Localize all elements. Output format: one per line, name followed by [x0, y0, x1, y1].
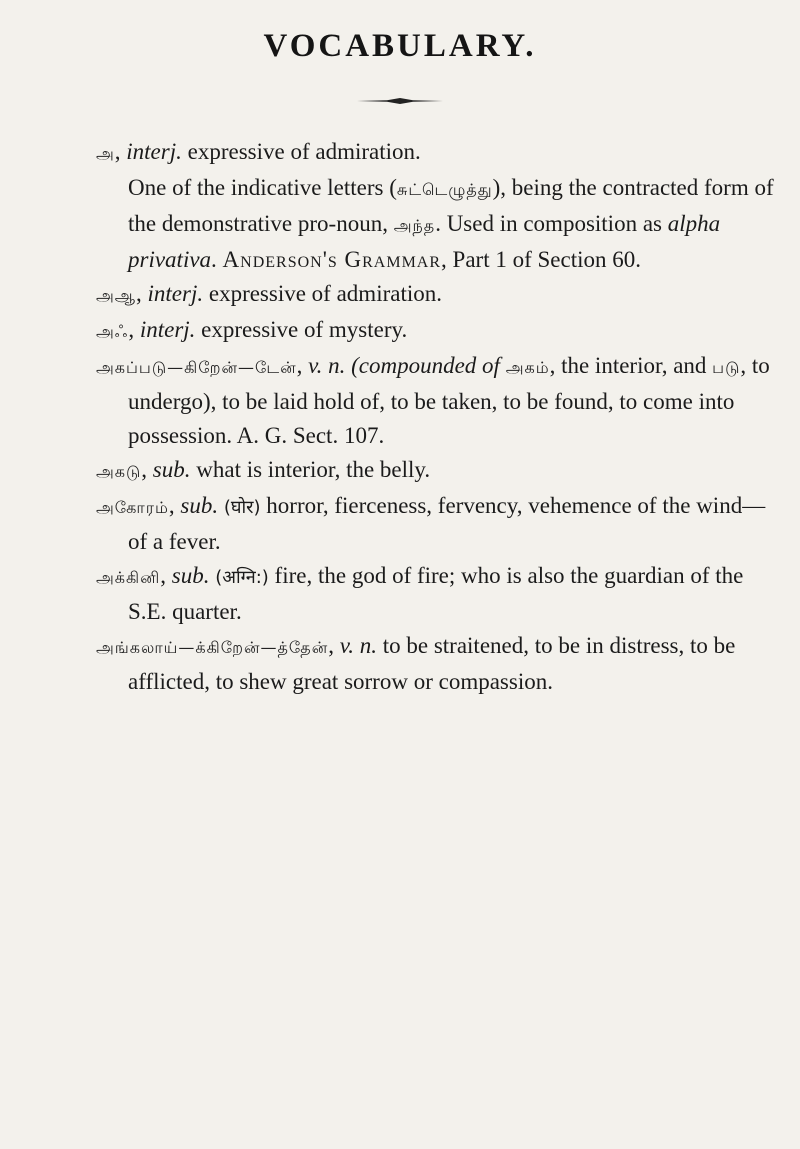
definition: expressive of mystery. — [195, 317, 408, 342]
entry-angalay: அங்கலாய்—க்கிறேன்—த்தேன், v. n. to be straitened, to be in distress, to be afflicted, to shew great sorrow or compassion. — [96, 633, 736, 694]
tamil-term: படு — [712, 358, 741, 377]
definition-text: . — [211, 247, 217, 272]
entry-akadu: அகடு, sub. what is interior, the belly. — [96, 457, 431, 482]
reference-tail: , Part 1 of Section 60. — [441, 247, 641, 272]
entry-a-continuation — [96, 171, 776, 277]
entry-akkini: அக்கினி, sub. (अग्नि:) fire, the god of fire; who is also the guardian of the S.E. quarter. — [96, 563, 744, 624]
latin-term: alpha privativa — [128, 211, 721, 272]
reference-name: Anderson's Grammar — [222, 247, 442, 272]
part-of-speech: sub. — [152, 457, 191, 482]
entry-akoram: அகோரம், sub. (घोर) horror, fierceness, fervency, vehemence of the wind—of a fever. — [96, 493, 766, 554]
entry-ak: அஃ, interj. expressive of mystery. — [96, 317, 408, 342]
definition: horror, fierceness, fervency, vehemence of the wind—of a fever. — [128, 493, 766, 554]
etymology-label: (compounded of — [351, 353, 506, 378]
tamil-term: சுட்டெழுத்து — [396, 180, 493, 199]
definition: , to undergo), to be laid hold of, to be taken, to be found, to come into possession. A. G. Sect. 107. — [128, 353, 770, 448]
headword: அஆ — [96, 286, 137, 305]
headword: அ — [96, 144, 115, 163]
entry-a: அ, interj. expressive of admiration. — [96, 139, 421, 164]
headword: அகோரம் — [96, 498, 169, 517]
vocabulary-entries — [96, 135, 776, 699]
part-of-speech: interj. — [147, 281, 204, 306]
part-of-speech: sub. — [180, 493, 219, 518]
part-of-speech: v. n. — [308, 353, 346, 378]
page-title: VOCABULARY. — [263, 28, 537, 64]
definition: to be straitened, to be in distress, to be afflicted, to shew great sorrow or compassion. — [128, 633, 736, 694]
definition-text: ), being the contracted form of the demonstrative pro-noun, — [128, 175, 774, 236]
definition-text: . Used in composition as — [435, 211, 668, 236]
part-of-speech: interj. — [126, 139, 182, 164]
headword: அகப்படு—கிறேன்—டேன் — [96, 358, 297, 377]
headword: அக்கினி — [96, 568, 161, 587]
title-ornament-rule — [357, 97, 443, 105]
definition: expressive of admiration. — [181, 139, 421, 164]
sanskrit-term: (घोर) — [223, 497, 261, 518]
part-of-speech: sub. — [171, 563, 210, 588]
headword: அங்கலாய்—க்கிறேன்—த்தேன் — [96, 638, 329, 657]
sanskrit-term: (अग्नि:) — [215, 567, 269, 588]
definition: expressive of admiration. — [203, 281, 442, 306]
definition: fire, the god of fire; who is also the guardian of the S.E. quarter. — [128, 563, 744, 624]
tamil-term: அகம் — [505, 358, 550, 377]
entry-aa: அஆ, interj. expressive of admiration. — [96, 281, 442, 306]
part-of-speech: interj. — [139, 317, 196, 342]
definition: what is interior, the belly. — [190, 457, 431, 482]
entry-akappadu: அகப்படு—கிறேன்—டேன், v. n. (compounded of அகம், the interior, and படு, to undergo), to be laid hold of, to be taken, to be found, to come into possession. A. G. Sect. 107. — [96, 353, 770, 448]
part-of-speech: v. n. — [339, 633, 377, 658]
tamil-term: அந்த — [393, 216, 436, 235]
definition-text: One of the indicative letters ( — [128, 175, 397, 200]
headword: அஃ — [96, 322, 129, 341]
headword: அகடு — [96, 462, 142, 481]
definition-text: , the interior, and — [549, 353, 713, 378]
